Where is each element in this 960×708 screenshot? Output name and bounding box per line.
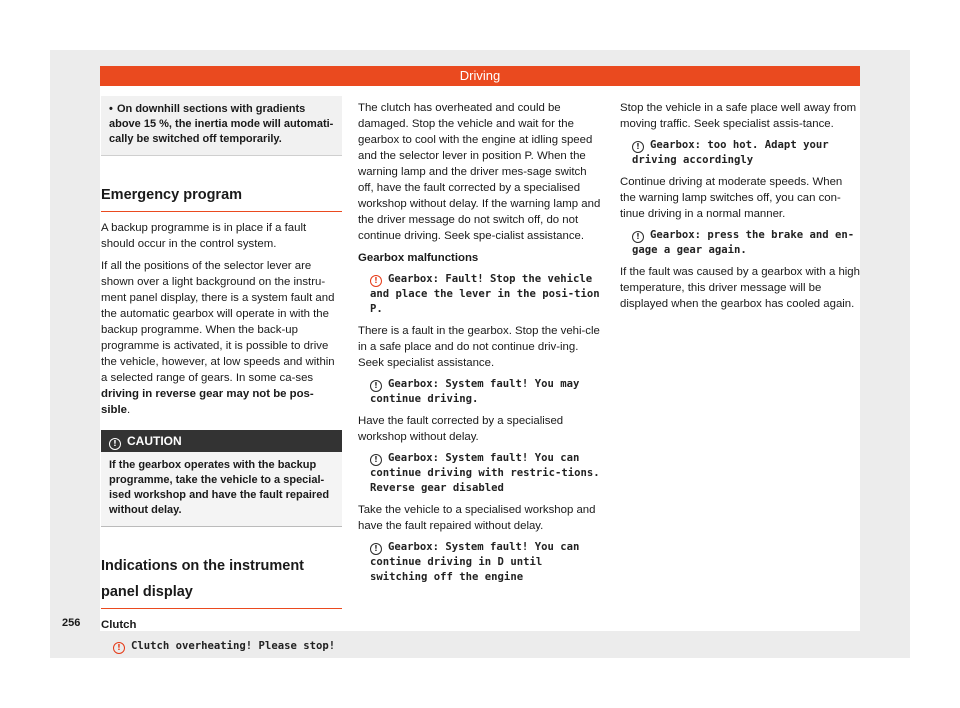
note-box <box>101 96 342 156</box>
warning-icon: ! <box>632 231 644 243</box>
page-header: Driving <box>100 66 860 86</box>
driver-message-text: Gearbox: System fault! You may continue driving. <box>370 378 580 405</box>
subheading-gearbox: Gearbox malfunctions <box>358 252 479 264</box>
paragraph-bold: driving in reverse gear may not be pos-sible <box>101 388 314 416</box>
warning-icon: ! <box>632 141 644 153</box>
warning-icon: ! <box>370 380 382 392</box>
paragraph: If the fault was caused by a gearbox with a high temperature, this driver message will be displayed when the gearbox has cooled again. <box>620 266 860 310</box>
paragraph-end: . <box>126 404 131 416</box>
driver-message <box>370 451 602 496</box>
driver-message <box>113 639 342 654</box>
caution-title: CAUTION <box>127 434 182 448</box>
paragraph-text: If all the positions of the selector lever are shown over a light background on the instru-ment panel display, there is a system fault and the automatic gearbox will operate in with the backup programme. When the back-up programme is activated, it is possible to drive the vehicle, however, at low speeds and within a selected range of gears. In some ca-ses <box>101 260 335 384</box>
paragraph: Have the fault corrected by a specialised workshop without delay. <box>358 415 564 443</box>
section-heading-emergency: Emergency program <box>101 182 342 212</box>
caution-text: If the gearbox operates with the backup programme, take the vehicle to a special-ised workshop and have the fault repaired without delay. <box>109 459 330 516</box>
warning-icon: ! <box>113 642 125 654</box>
caution-icon: ! <box>109 438 121 450</box>
warning-icon: ! <box>370 543 382 555</box>
driver-message-text: Gearbox: System fault! You can continue driving in D until switching off the engine <box>370 541 580 583</box>
driver-message-text: Gearbox: press the brake and en-gage a gear again. <box>632 229 855 256</box>
paragraph: The clutch has overheated and could be damaged. Stop the vehicle and wait for the gearbox to cool with the engine at idling speed and the selector lever in position P. When the warning lamp and the driver mes-sage switch off, have the fault corrected by a specialised workshop without delay. If the warning lamp and the driver message do not switch off, do not continue driving. Seek spe-cialist assistance. <box>358 102 601 242</box>
note-text: On downhill sections with gradients above 15 %, the inertia mode will automati-cally be switched off temporarily. <box>109 103 334 145</box>
paragraph <box>101 258 342 418</box>
bullet-icon: • <box>109 103 113 115</box>
driver-message-text: Gearbox: System fault! You can continue driving with restric-tions. Reverse gear disabled <box>370 452 600 494</box>
page-number: 256 <box>62 617 81 629</box>
driver-message-text: Gearbox: too hot. Adapt your driving accordingly <box>632 139 829 166</box>
paragraph: A backup programme is in place if a fault should occur in the control system. <box>101 222 307 250</box>
paragraph: There is a fault in the gearbox. Stop the vehi-cle in a safe place and do not continue driv-ing. Seek specialist assistance. <box>358 325 600 369</box>
driver-message-text: Clutch overheating! Please stop! <box>131 640 336 652</box>
driver-message <box>370 377 602 407</box>
section-heading-indications: Indications on the instrument panel display <box>101 553 342 609</box>
driver-message <box>370 272 602 317</box>
paragraph: Take the vehicle to a specialised workshop and have the fault repaired without delay. <box>358 504 596 532</box>
paragraph: Continue driving at moderate speeds. When the warning lamp switches off, you can con-tinue driving in a normal manner. <box>620 176 843 220</box>
driver-message <box>632 228 860 258</box>
warning-icon: ! <box>370 275 382 287</box>
warning-icon: ! <box>370 454 382 466</box>
driver-message <box>370 540 602 585</box>
driver-message-text: Gearbox: Fault! Stop the vehicle and place the lever in the posi-tion P. <box>370 273 600 315</box>
column-3 <box>620 100 860 318</box>
paragraph: Stop the vehicle in a safe place well away from moving traffic. Seek specialist assis-tance. <box>620 102 857 130</box>
caution-header <box>101 430 342 452</box>
column-2 <box>358 100 602 591</box>
column-1 <box>101 96 342 660</box>
subheading-clutch: Clutch <box>101 619 137 631</box>
caution-box <box>101 430 342 527</box>
driver-message <box>632 138 860 168</box>
